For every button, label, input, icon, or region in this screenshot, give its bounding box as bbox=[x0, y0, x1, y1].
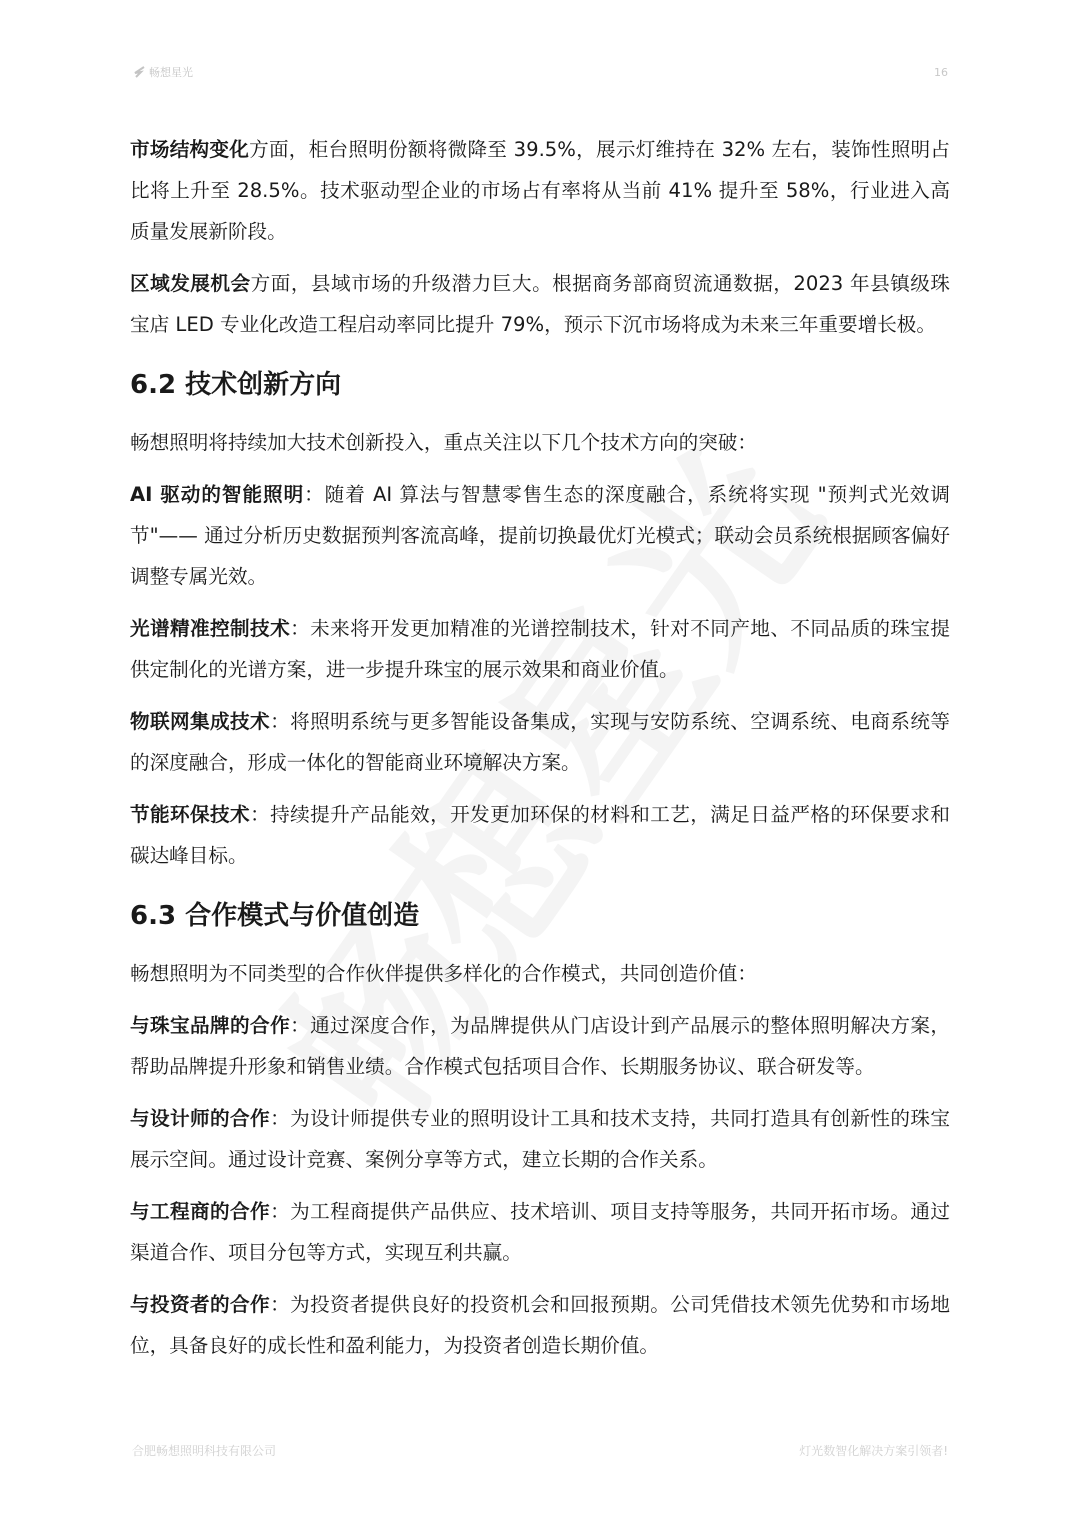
paragraph-brand bbox=[130, 1005, 950, 1087]
paragraph-iot bbox=[130, 701, 950, 783]
logo-text: 畅想星光 bbox=[149, 66, 193, 79]
paragraph-text: ：为工程商提供产品供应、技术培训、项目支持等服务，共同开拓市场。通过渠道合作、项目分包等方式，实现互利共赢。 bbox=[130, 1200, 951, 1264]
paragraph-energy bbox=[130, 794, 950, 876]
paragraph-lead: 节能环保技术 bbox=[130, 803, 251, 826]
paragraph-lead: 市场结构变化 bbox=[130, 138, 250, 161]
paragraph-text: ：为设计师提供专业的照明设计工具和技术支持，共同打造具有创新性的珠宝展示空间。通过设计竞赛、案例分享等方式，建立长期的合作关系。 bbox=[130, 1107, 951, 1171]
paragraph-intro-coop: 畅想照明为不同类型的合作伙伴提供多样化的合作模式，共同创造价值： bbox=[130, 962, 757, 985]
paragraph-text: ：持续提升产品能效，开发更加环保的材料和工艺，满足日益严格的环保要求和碳达峰目标。 bbox=[130, 803, 951, 867]
logo-icon bbox=[132, 65, 146, 79]
paragraph-investor bbox=[130, 1284, 950, 1366]
page-footer bbox=[132, 1442, 948, 1459]
paragraph-lead: AI 驱动的智能照明 bbox=[130, 483, 305, 506]
paragraph-text: 方面，县域市场的升级潜力巨大。根据商务部商贸流通数据，2023 年县镇级珠宝店 LED 专业化改造工程启动率同比提升 79%，预示下沉市场将成为未来三年重要增长极。 bbox=[130, 272, 951, 336]
paragraph-contractor bbox=[130, 1191, 950, 1273]
page-number: 16 bbox=[934, 66, 948, 79]
paragraph-text: 方面，柜台照明份额将微降至 39.5%，展示灯维持在 32% 左右，装饰性照明占比将上升至 28.5%。技术驱动型企业的市场占有率将从当前 41% 提升至 58%，行业进入高质量发展新阶段。 bbox=[130, 138, 951, 243]
paragraph-lead: 区域发展机会 bbox=[130, 272, 251, 295]
document-body bbox=[130, 129, 950, 1377]
paragraph-ai bbox=[130, 474, 950, 597]
paragraph-lead: 光谱精准控制技术 bbox=[130, 617, 291, 640]
paragraph-intro-tech: 畅想照明将持续加大技术创新投入，重点关注以下几个技术方向的突破： bbox=[130, 431, 757, 454]
page-header bbox=[132, 64, 948, 88]
paragraph-text: ：通过深度合作，为品牌提供从门店设计到产品展示的整体照明解决方案，帮助品牌提升形象和销售业绩。合作模式包括项目合作、长期服务协议、联合研发等。 bbox=[130, 1014, 951, 1078]
paragraph-lead: 与投资者的合作 bbox=[130, 1293, 271, 1316]
paragraph-lead: 与珠宝品牌的合作 bbox=[130, 1014, 291, 1037]
section-heading-6-3: 6.3 合作模式与价值创造 bbox=[130, 901, 420, 931]
footer-slogan: 灯光数智化解决方案引领者! bbox=[799, 1444, 948, 1458]
paragraph-lead: 与设计师的合作 bbox=[130, 1107, 271, 1130]
paragraph-lead: 与工程商的合作 bbox=[130, 1200, 271, 1223]
paragraph-text: ：将照明系统与更多智能设备集成，实现与安防系统、空调系统、电商系统等的深度融合，形成一体化的智能商业环境解决方案。 bbox=[130, 710, 951, 774]
paragraph-spectrum bbox=[130, 608, 950, 690]
paragraph-market-structure bbox=[130, 129, 950, 252]
paragraph-designer bbox=[130, 1098, 950, 1180]
footer-company: 合肥畅想照明科技有限公司 bbox=[132, 1444, 277, 1458]
paragraph-text: ：未来将开发更加精准的光谱控制技术，针对不同产地、不同品质的珠宝提供定制化的光谱方案，进一步提升珠宝的展示效果和商业价值。 bbox=[130, 617, 951, 681]
paragraph-lead: 物联网集成技术 bbox=[130, 710, 271, 733]
section-heading-6-2: 6.2 技术创新方向 bbox=[130, 370, 342, 400]
paragraph-text: ：为投资者提供良好的投资机会和回报预期。公司凭借技术领先优势和市场地位，具备良好的成长性和盈利能力，为投资者创造长期价值。 bbox=[130, 1293, 951, 1357]
paragraph-text: ：随着 AI 算法与智慧零售生态的深度融合，系统将实现 "预判式光效调节"—— 通过分析历史数据预判客流高峰，提前切换最优灯光模式；联动会员系统根据顾客偏好调整专属光效。 bbox=[130, 483, 950, 588]
paragraph-regional bbox=[130, 263, 950, 345]
logo bbox=[132, 64, 193, 80]
